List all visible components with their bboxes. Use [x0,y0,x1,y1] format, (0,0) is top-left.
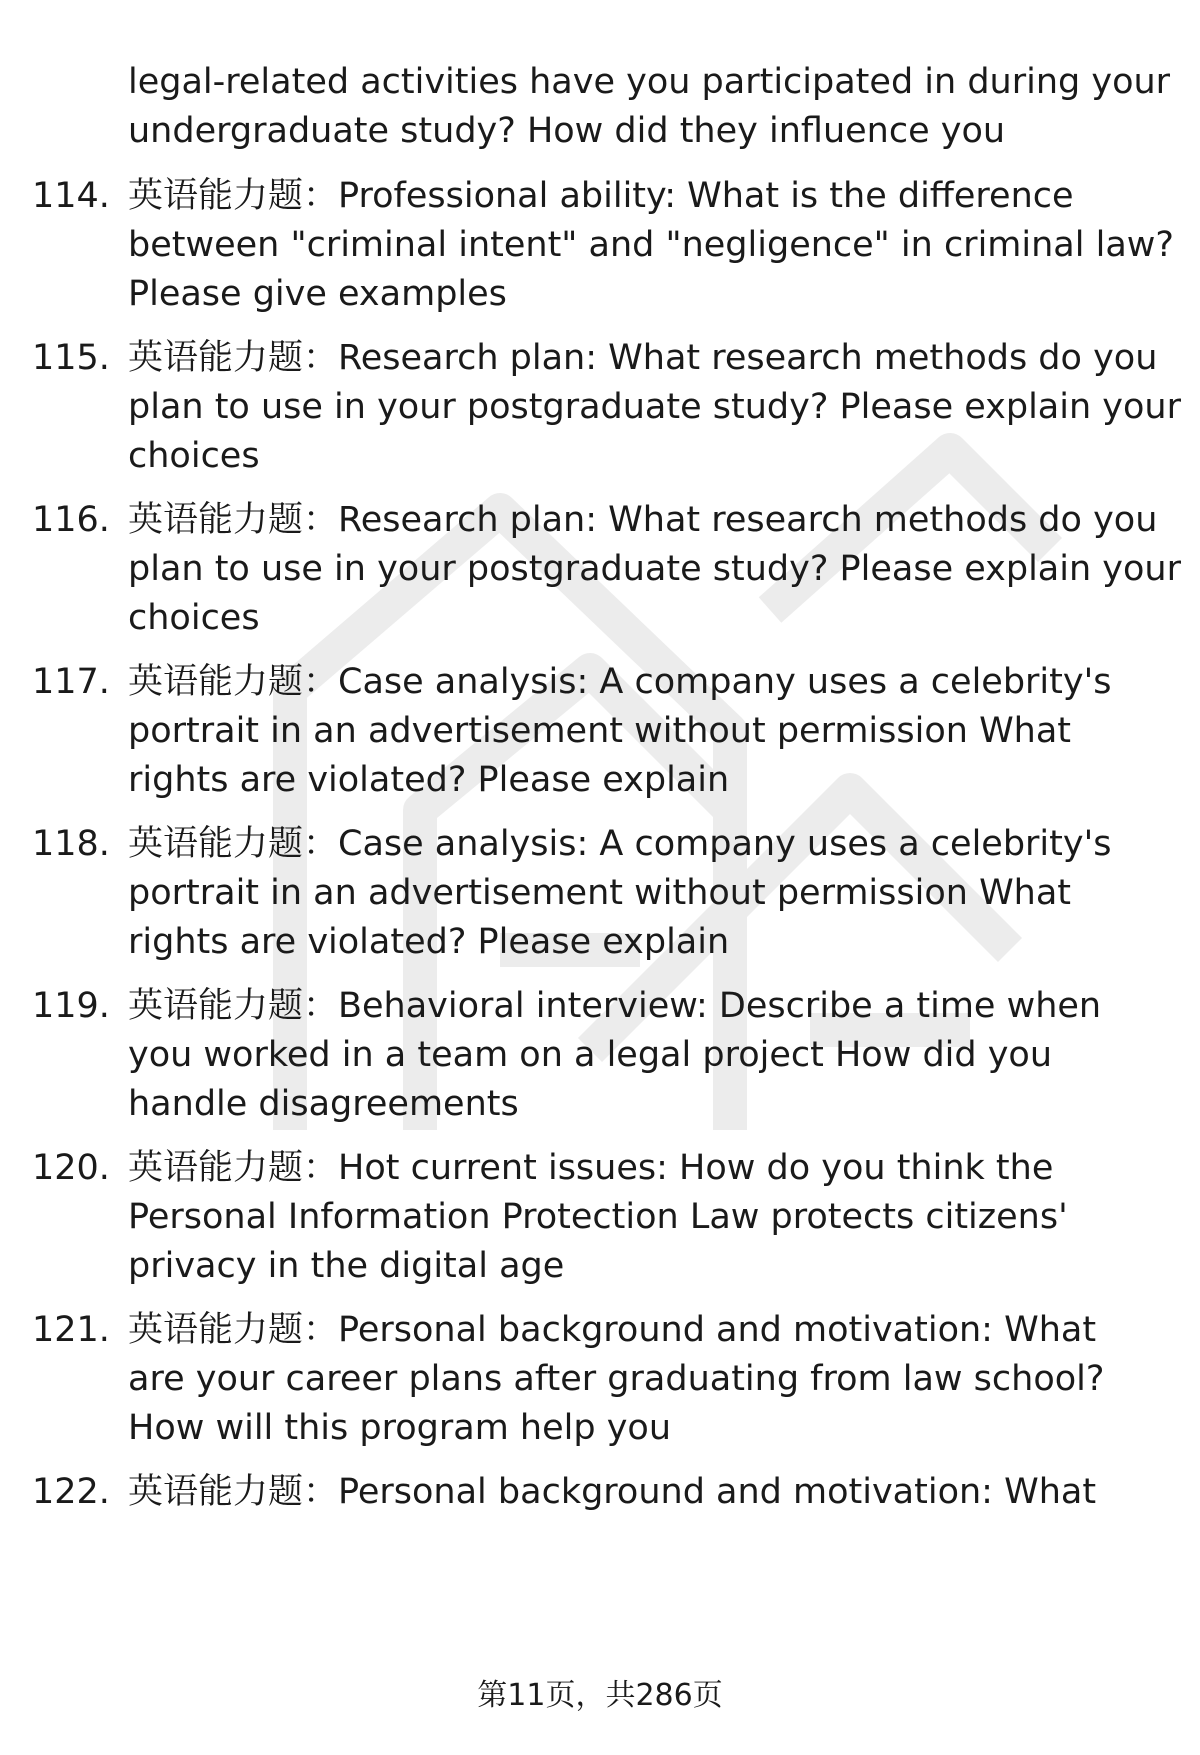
text-line: 英语能力题：Hot current issues: How do you think the [128,1148,1054,1188]
question-number: 116. [32,500,110,540]
text-line: 英语能力题：Research plan: What research methods do you [128,500,1158,540]
text-line: 英语能力题：Case analysis: A company uses a celebrity's [128,662,1112,702]
text-line: portrait in an advertisement without permission What [128,873,1072,913]
question-text [128,658,1178,805]
text-line: 英语能力题：Personal background and motivation: What [128,1310,1097,1350]
text-line: How will this program help you [128,1408,672,1448]
text-line: are your career plans after graduating from law school? [128,1359,1105,1399]
question-text [128,982,1178,1129]
text-line: between "criminal intent" and "negligence" in criminal law? [128,225,1174,265]
text-line: 英语能力题：Case analysis: A company uses a celebrity's [128,824,1112,864]
text-line: choices [128,436,260,476]
question-number: 121. [32,1310,110,1350]
question-number: 118. [32,824,110,864]
question-text [128,496,1181,643]
text-line: Please give examples [128,274,507,314]
text-line: undergraduate study? How did they influence you [128,111,1006,151]
question-text [128,820,1178,967]
question-number: 119. [32,986,110,1026]
text-line: portrait in an advertisement without permission What [128,711,1072,751]
question-text [128,334,1181,481]
question-number: 114. [32,176,110,216]
text-line: Personal Information Protection Law protects citizens' [128,1197,1068,1237]
text-line: you worked in a team on a legal project How did you [128,1035,1053,1075]
text-line: handle disagreements [128,1084,519,1124]
question-text [128,1144,1178,1291]
question-text [128,1468,1178,1517]
text-line: 英语能力题：Behavioral interview: Describe a time when [128,986,1102,1026]
text-line: privacy in the digital age [128,1246,565,1286]
question-text [128,58,1178,156]
text-line: rights are violated? Please explain [128,760,730,800]
text-line: 英语能力题：Personal background and motivation: What [128,1472,1097,1512]
question-number: 115. [32,338,110,378]
question-text [128,1306,1178,1453]
question-number: 120. [32,1148,110,1188]
page-number-footer: 第11页，共286页 [477,1678,723,1713]
question-number: 122. [32,1472,110,1512]
question-text [128,172,1178,319]
text-line: plan to use in your postgraduate study? Please explain your [128,387,1181,427]
text-line: rights are violated? Please explain [128,922,730,962]
text-line: plan to use in your postgraduate study? Please explain your [128,549,1181,589]
text-line: 英语能力题：Research plan: What research methods do you [128,338,1158,378]
text-line: 英语能力题：Professional ability: What is the difference [128,176,1074,216]
question-number: 117. [32,662,110,702]
text-line: legal-related activities have you participated in during your [128,62,1171,102]
text-line: choices [128,598,260,638]
